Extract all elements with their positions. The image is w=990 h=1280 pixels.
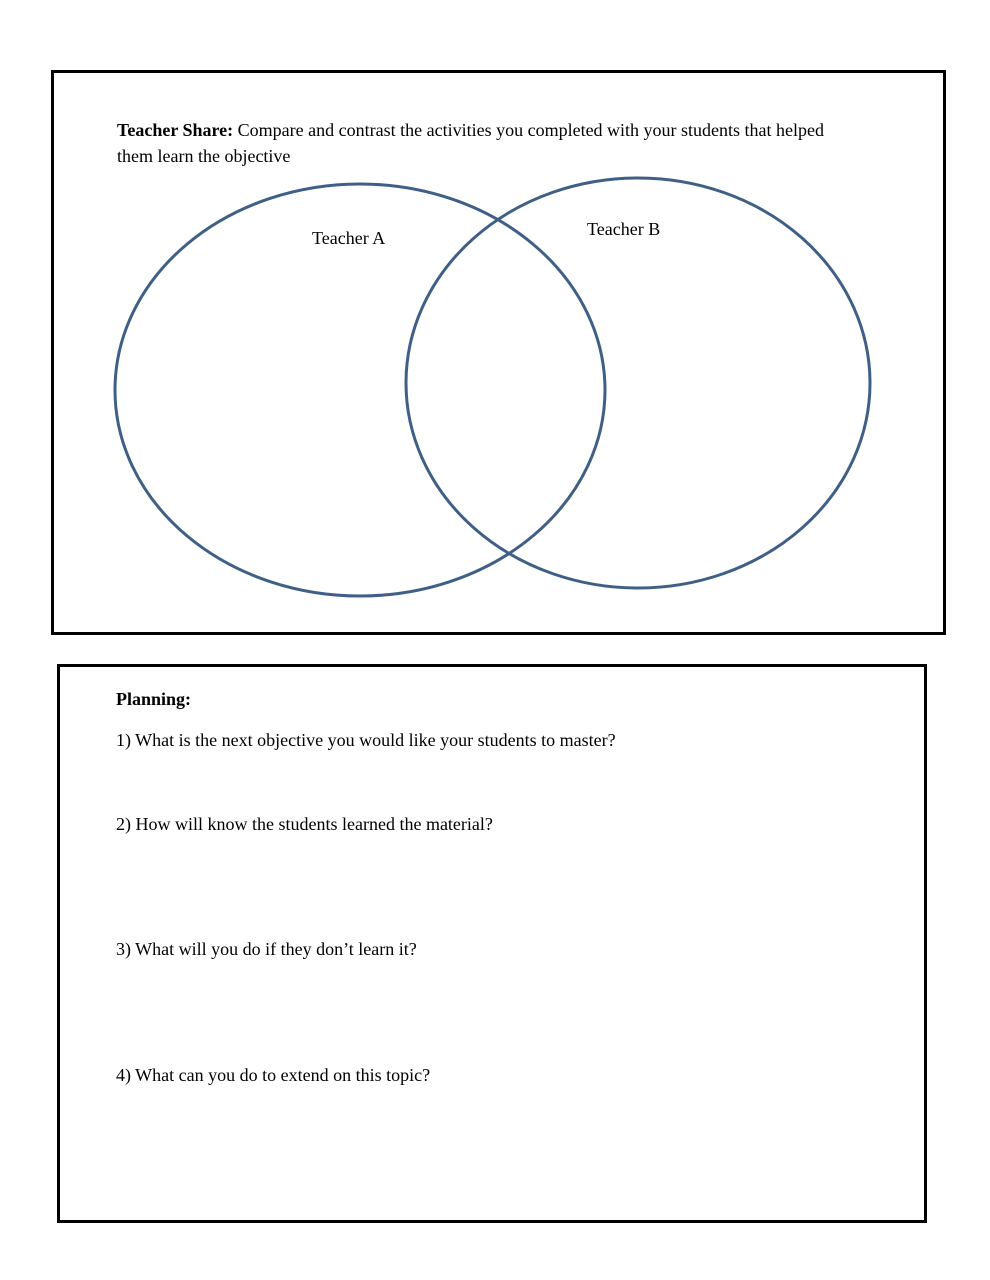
planning-heading: Planning:	[116, 689, 192, 709]
planning-question-3: 3) What will you do if they don’t learn it?	[116, 939, 417, 959]
venn-diagram	[54, 73, 943, 632]
planning-box	[57, 664, 927, 1223]
teacher-a-label: Teacher A	[312, 228, 386, 248]
teacher-share-text: Compare and contrast the activities you completed with your students that helped them learn the objective	[117, 120, 825, 166]
planning-question-4: 4) What can you do to extend on this topic?	[116, 1065, 431, 1085]
teacher-share-label: Teacher Share:	[117, 120, 234, 140]
planning-question-1: 1) What is the next objective you would like your students to master?	[116, 730, 616, 750]
planning-question-2: 2) How will know the students learned the material?	[116, 814, 493, 834]
teacher-share-box	[51, 70, 946, 635]
teacher-b-label: Teacher B	[587, 219, 661, 239]
